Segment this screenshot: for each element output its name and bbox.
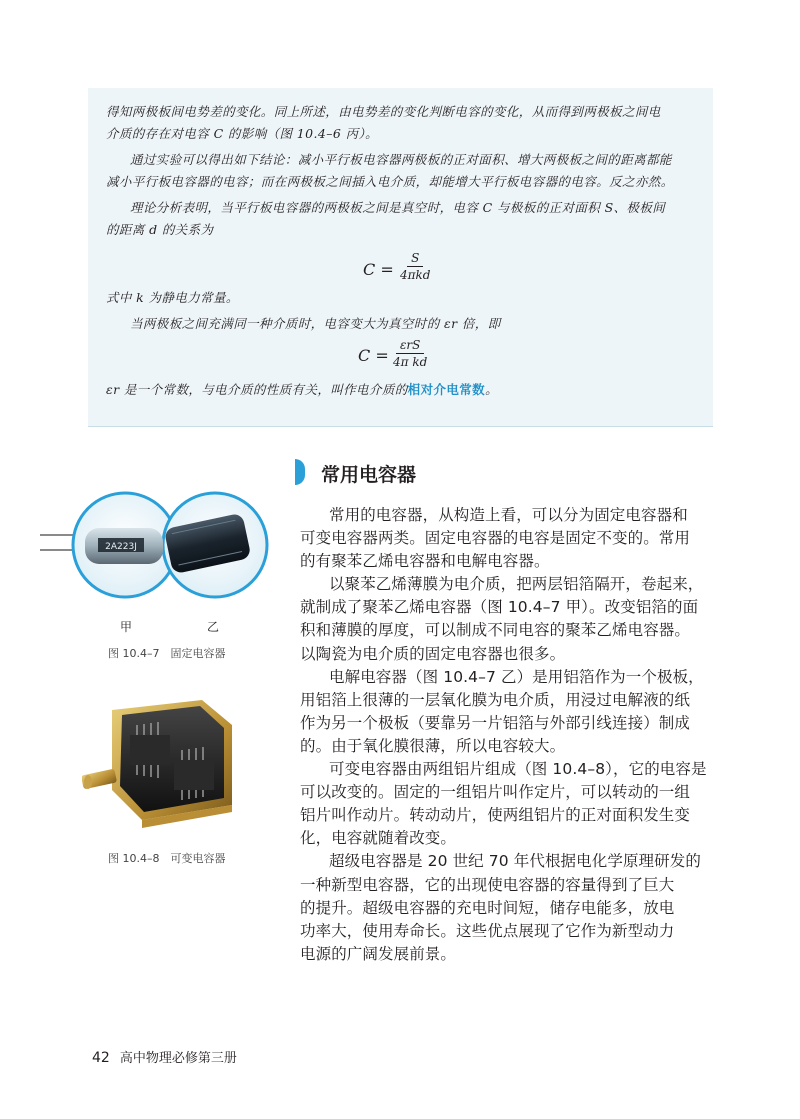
formula2-denominator: 4π kd — [393, 355, 428, 369]
top-text-line-3: 通过实验可以得出如下结论：减小平行板电容器两极板的正对面积、增大两极板之间的距离都能 — [130, 152, 672, 167]
top-text-line-6: 的距离 d 的关系为 — [106, 222, 214, 237]
top-text-line-9 — [106, 380, 498, 400]
paragraph-line: 超级电容器是 20 世纪 70 年代根据电化学原理研发的 — [329, 852, 701, 871]
top-text-line-8: 当两极板之间充满同一种介质时，电容变大为真空时的 εr 倍，即 — [130, 316, 501, 331]
formula1-denominator: 4πkd — [400, 268, 431, 282]
figure1-caption: 图 10.4–7 固定电容器 — [108, 647, 226, 660]
paragraph-line: 常用的电容器，从构造上看，可以分为固定电容器和 — [329, 506, 688, 524]
formula1-lhs: C = — [363, 260, 394, 279]
figure-label-b: 乙 — [207, 620, 220, 634]
formula1-fraction — [400, 251, 430, 282]
top-text-line-5: 理论分析表明，当平行板电容器的两极板之间是真空时，电容 C 与极板的正对面积 S、极板间 — [130, 200, 666, 215]
body-text — [300, 504, 714, 966]
paragraph-line: 化，电容就随着改变。 — [300, 829, 457, 848]
paragraph-line: 以聚苯乙烯薄膜为电介质，把两层铝箔隔开，卷起来， — [329, 575, 704, 594]
dielectric-constant-term: 相对介电常数 — [407, 382, 486, 397]
page-number: 42 — [92, 1050, 110, 1066]
paragraph-line: 功率大，使用寿命长。这些优点展现了它作为新型动力 — [300, 921, 675, 940]
capacitor-print: 2A223J — [105, 542, 137, 552]
paragraph-line: 的提升。超级电容器的充电时间短，储存电能多，放电 — [300, 898, 675, 917]
paragraph-line: 的。由于氧化膜很薄，所以电容较大。 — [300, 736, 566, 755]
formula2-numerator: εrS — [396, 338, 424, 354]
epsilon-sentence: εr 是一个常数，与电介质的性质有关，叫作电介质的 — [106, 382, 408, 397]
paragraph-line: 积和薄膜的厚度，可以制成不同电容的聚苯乙烯电容器。 — [300, 621, 691, 640]
paragraph-line: 就制成了聚苯乙烯电容器（图 10.4–7 甲）。改变铝箔的面 — [300, 598, 699, 617]
paragraph-line: 一种新型电容器，它的出现使电容器的容量得到了巨大 — [300, 875, 675, 894]
paragraph-line: 的有聚苯乙烯电容器和电解电容器。 — [300, 552, 550, 571]
paragraph-line: 以陶瓷为电介质的固定电容器也很多。 — [300, 644, 566, 663]
fixed-capacitor-photo — [40, 490, 270, 620]
paragraph-line: 可以改变的。固定的一组铝片叫作定片，可以转动的一组 — [300, 783, 691, 802]
paragraph-line: 可变电容器两类。固定电容器的电容是固定不变的。常用 — [300, 529, 691, 548]
top-text-line-2: 介质的存在对电容 C 的影响（图 10.4–6 丙）。 — [106, 126, 379, 141]
section-marker — [295, 459, 305, 485]
formula2-lhs: C = — [358, 346, 389, 365]
figure-label-a: 甲 — [120, 620, 133, 634]
top-text-line-4: 减小平行板电容器的电容；而在两极板之间插入电介质，却能增大平行板电容器的电容。反之亦然。 — [106, 174, 674, 189]
paragraph-line: 可变电容器由两组铝片组成（图 10.4–8），它的电容是 — [329, 760, 707, 779]
paragraph-line: 电解电容器（图 10.4–7 乙）是用铝箔作为一个极板， — [329, 667, 704, 686]
top-box-divider — [88, 426, 713, 427]
formula2-fraction — [393, 338, 427, 369]
paragraph-line: 作为另一个极板（要靠另一片铝箔与外部引线连接）制成 — [300, 713, 691, 732]
paragraph-line: 电源的广阔发展前景。 — [300, 944, 457, 963]
formula1-numerator: S — [407, 251, 423, 267]
sentence-end: 。 — [485, 382, 498, 397]
variable-capacitor-photo — [82, 680, 242, 830]
page-footer — [92, 1047, 237, 1066]
section-title: 常用电容器 — [321, 464, 417, 486]
top-text-line-7: 式中 k 为静电力常量。 — [106, 290, 239, 305]
paragraph-line: 铝片叫作动片。转动动片，使两组铝片的正对面积发生变 — [300, 806, 691, 825]
top-info-box — [88, 88, 713, 426]
paragraph-line: 用铝箔上很薄的一层氧化膜为电介质，用浸过电解液的纸 — [300, 690, 691, 709]
book-title: 高中物理必修第三册 — [119, 1051, 237, 1066]
top-text-line-1: 得知两极板间电势差的变化。同上所述，由电势差的变化判断电容的变化，从而得到两极板之间电 — [106, 104, 661, 119]
figure2-caption: 图 10.4–8 可变电容器 — [108, 852, 226, 865]
